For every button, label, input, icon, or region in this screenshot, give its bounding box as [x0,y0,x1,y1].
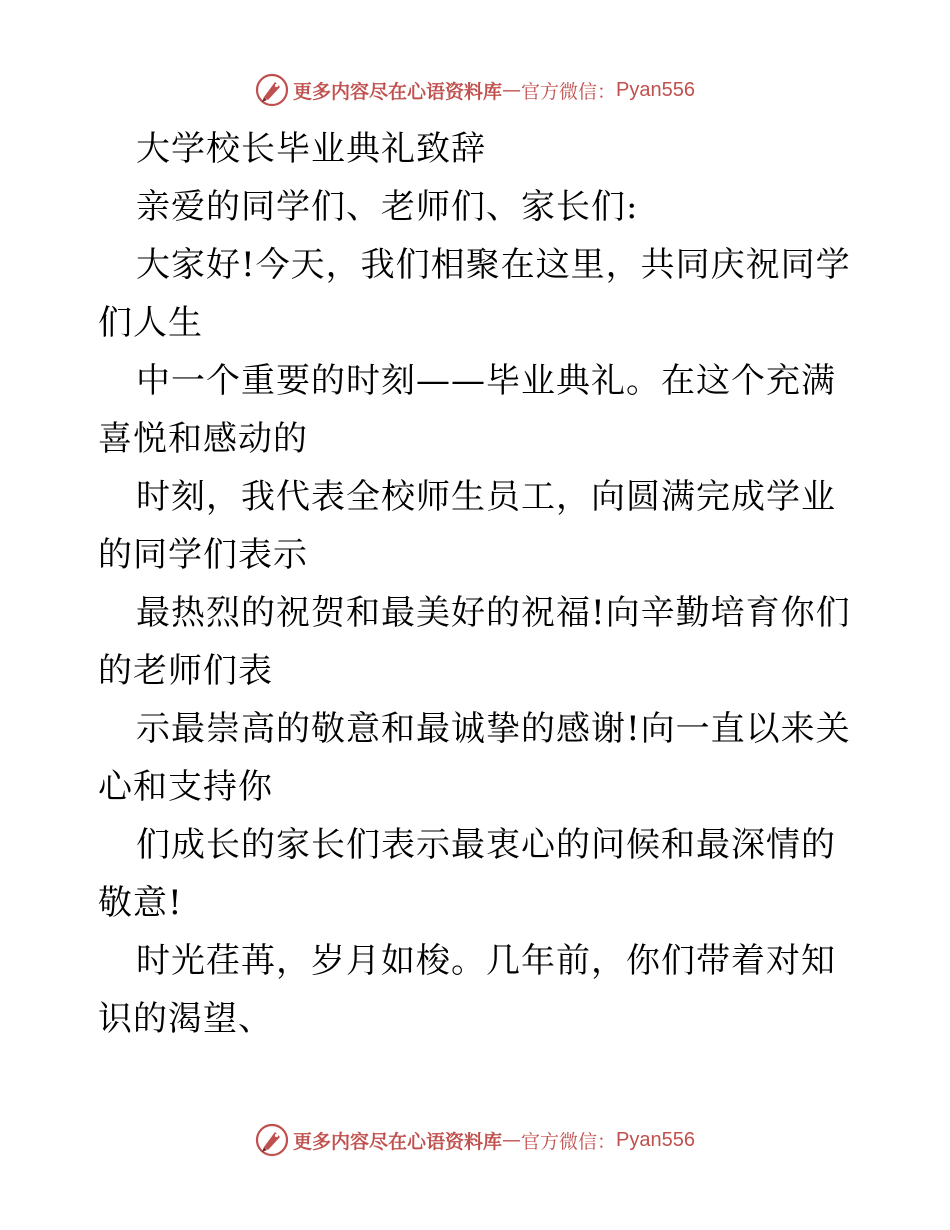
paragraph: 大家好!今天，我们相聚在这里，共同庆祝同学们人生 [98,245,851,343]
header-wechat-id: Pyan556 [616,78,695,101]
header-wechat-label: 官方微信： [521,80,617,103]
document-body [98,120,858,1048]
paragraph: 最热烈的祝贺和最美好的祝福!向辛勤培育你们的老师们表 [98,593,851,691]
header-banner-text: 更多内容尽在心语资料库 [293,80,503,103]
page-header [0,70,950,110]
paragraph: 示最崇高的敬意和最诚挚的感谢!向一直以来关心和支持你 [98,709,851,807]
header-banner-dash: — [502,79,522,101]
paragraph: 时光荏苒，岁月如梭。几年前，你们带着对知识的渴望、 [98,941,836,1039]
footer-wechat-label: 官方微信： [521,1130,617,1153]
paragraph: 们成长的家长们表示最衷心的问候和最深情的敬意! [98,825,836,923]
page-footer [0,1120,950,1160]
paragraph: 时刻，我代表全校师生员工，向圆满完成学业的同学们表示 [98,477,836,575]
pen-nib-seal-icon [255,73,289,107]
pen-nib-seal-icon [255,1123,289,1157]
footer-banner-text: 更多内容尽在心语资料库 [293,1130,503,1153]
salutation: 亲爱的同学们、老师们、家长们: [136,187,639,227]
footer-wechat-id: Pyan556 [616,1128,695,1151]
footer-banner-dash: — [502,1129,522,1151]
paragraph: 中一个重要的时刻——毕业典礼。在这个充满喜悦和感动的 [98,361,836,459]
document-title: 大学校长毕业典礼致辞 [136,129,486,169]
